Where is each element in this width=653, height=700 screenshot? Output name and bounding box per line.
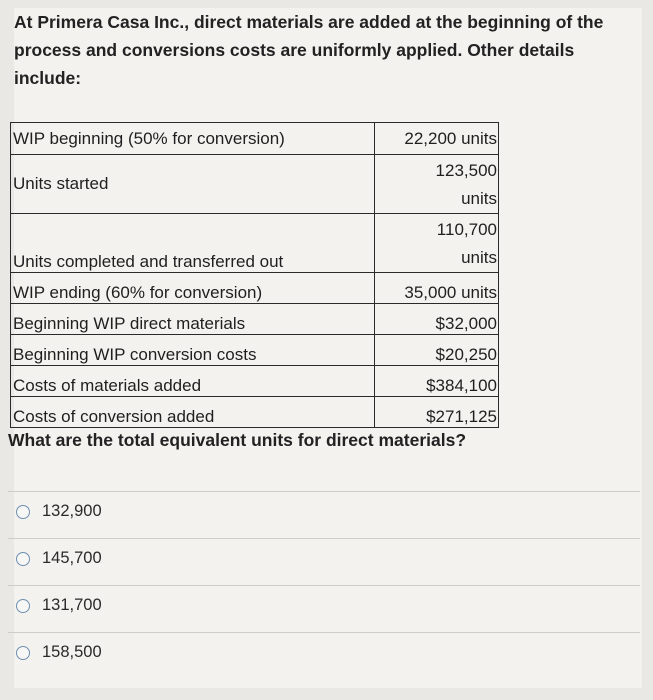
row-value: 35,000 units xyxy=(375,273,499,304)
question-prompt: What are the total equivalent units for direct materials? xyxy=(8,430,467,450)
table-row xyxy=(11,304,499,335)
row-value: $271,125 xyxy=(375,397,499,428)
answer-option-4[interactable] xyxy=(16,643,102,662)
divider xyxy=(8,632,640,633)
radio-button-icon[interactable] xyxy=(16,599,30,613)
divider xyxy=(8,491,640,492)
row-label: Units started xyxy=(11,155,375,214)
option-label: 132,900 xyxy=(42,502,102,520)
radio-button-icon[interactable] xyxy=(16,505,30,519)
table-row xyxy=(11,155,499,214)
row-value: 110,700 units xyxy=(375,214,499,273)
radio-button-icon[interactable] xyxy=(16,552,30,566)
answer-option-1[interactable] xyxy=(16,502,102,521)
row-label: Costs of conversion added xyxy=(11,397,375,428)
row-value: 22,200 units xyxy=(375,123,499,155)
divider xyxy=(8,538,640,539)
option-label: 131,700 xyxy=(42,596,102,614)
radio-button-icon[interactable] xyxy=(16,646,30,660)
row-label: Costs of materials added xyxy=(11,366,375,397)
data-table xyxy=(10,122,499,428)
row-label: WIP beginning (50% for conversion) xyxy=(11,123,375,155)
option-label: 158,500 xyxy=(42,643,102,661)
table-row xyxy=(11,366,499,397)
row-label: Units completed and transferred out xyxy=(11,214,375,273)
row-label: Beginning WIP conversion costs xyxy=(11,335,375,366)
row-label: Beginning WIP direct materials xyxy=(11,304,375,335)
table-row xyxy=(11,214,499,273)
answer-option-3[interactable] xyxy=(16,596,102,615)
table-row xyxy=(11,397,499,428)
answer-option-2[interactable] xyxy=(16,549,102,568)
row-value: $20,250 xyxy=(375,335,499,366)
divider xyxy=(8,585,640,586)
row-value: $384,100 xyxy=(375,366,499,397)
table-row xyxy=(11,273,499,304)
table-row xyxy=(11,123,499,155)
question-intro: At Primera Casa Inc., direct materials are added at the beginning of the process and conversions costs are uniformly applied. Other details include: xyxy=(14,12,604,88)
row-value: $32,000 xyxy=(375,304,499,335)
table-row xyxy=(11,335,499,366)
option-label: 145,700 xyxy=(42,549,102,567)
row-value: 123,500 units xyxy=(375,155,499,214)
row-label: WIP ending (60% for conversion) xyxy=(11,273,375,304)
